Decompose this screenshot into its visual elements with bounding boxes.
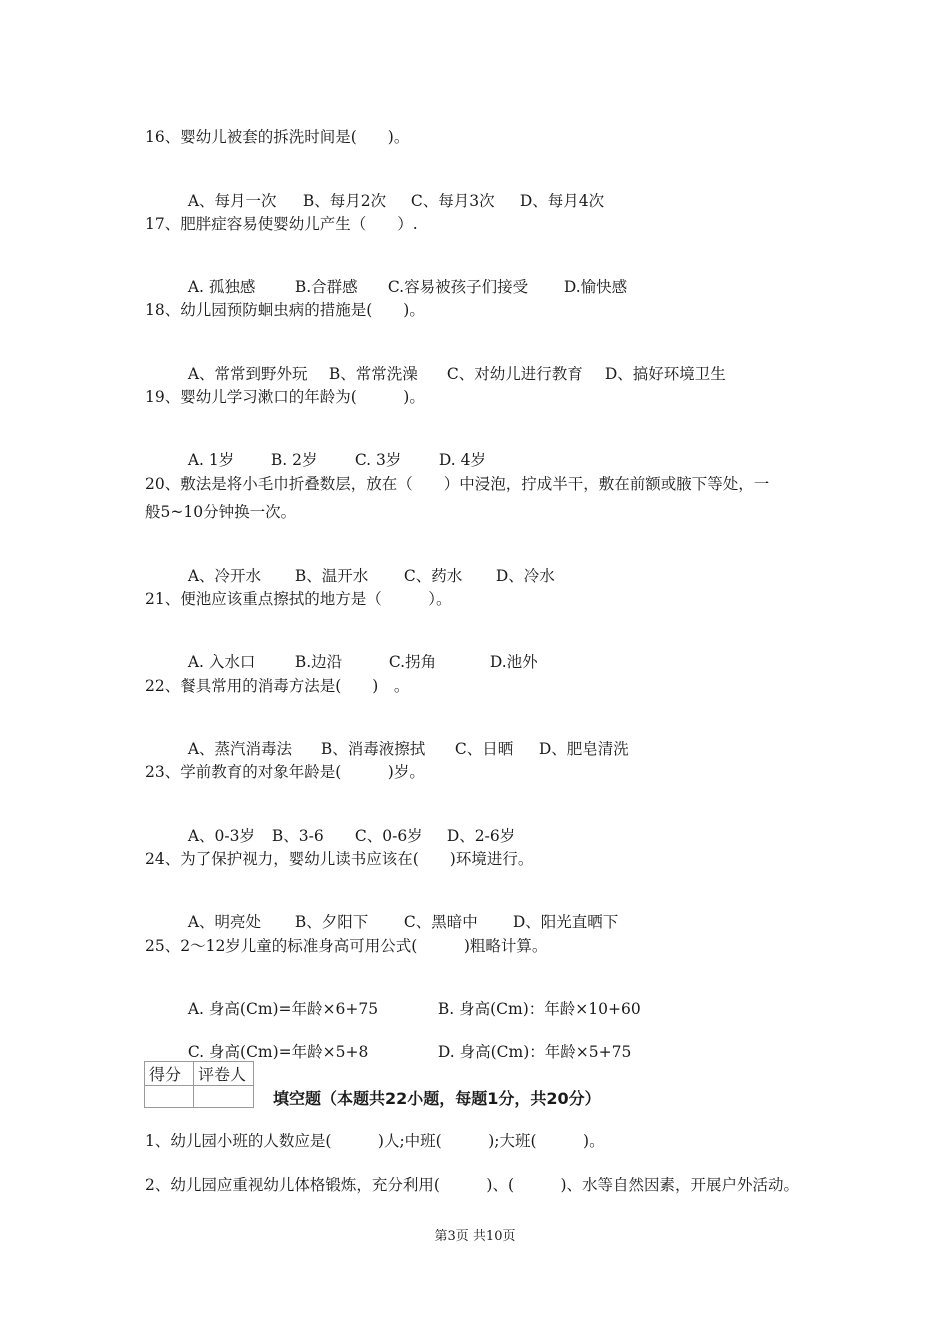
option-d: D、搞好环境卫生 xyxy=(604,365,726,383)
option-a: A. 入水口 xyxy=(187,653,256,671)
option-b: B、常常洗澡 xyxy=(328,365,418,383)
option-b: B、夕阳下 xyxy=(294,913,369,931)
score-cell xyxy=(145,1086,194,1108)
page-footer: 第3页 共10页 xyxy=(434,1229,516,1244)
question-16: 16、婴幼儿被套的拆洗时间是( )。 xyxy=(145,128,410,146)
option-d: D. 身高(Cm)：年龄×5+75 xyxy=(437,1043,632,1061)
option-b: B.边沿 xyxy=(294,653,343,671)
option-b: B、3-6 xyxy=(271,827,324,845)
option-d: D、阳光直晒下 xyxy=(512,913,619,931)
question-25-options-row-2 xyxy=(178,1022,631,1062)
option-c: C、0-6岁 xyxy=(354,827,423,845)
option-c: C、每月3次 xyxy=(410,192,495,210)
option-b: B、每月2次 xyxy=(302,192,387,210)
option-a: A. 身高(Cm)=年龄×6+75 xyxy=(187,1000,379,1018)
question-18: 18、幼儿园预防蛔虫病的措施是( )。 xyxy=(145,301,425,319)
option-c: C、药水 xyxy=(403,567,463,585)
grader-label: 评卷人 xyxy=(194,1062,254,1086)
section-title: 填空题（本题共22小题，每题1分，共20分） xyxy=(273,1089,601,1108)
question-16-options xyxy=(178,171,604,211)
option-b: B、温开水 xyxy=(294,567,369,585)
question-25: 25、2～12岁儿童的标准身高可用公式( )粗略计算。 xyxy=(145,937,548,955)
option-a: A、冷开水 xyxy=(187,567,262,585)
option-d: D.池外 xyxy=(489,653,538,671)
option-a: A、常常到野外玩 xyxy=(187,365,308,383)
question-24-options xyxy=(178,892,618,932)
option-c: C、日晒 xyxy=(454,740,514,758)
option-a: A、明亮处 xyxy=(187,913,262,931)
option-a: A. 1岁 xyxy=(187,451,235,469)
option-d: D、冷水 xyxy=(495,567,555,585)
question-17: 17、肥胖症容易使婴幼儿产生（ ）. xyxy=(145,215,418,233)
question-17-options xyxy=(178,257,627,297)
score-label: 得分 xyxy=(145,1062,194,1086)
option-c: C. 3岁 xyxy=(354,451,402,469)
option-c: C、黑暗中 xyxy=(403,913,478,931)
option-c: C.拐角 xyxy=(388,653,437,671)
question-25-options-row-1 xyxy=(178,979,641,1019)
question-19: 19、婴幼儿学习漱口的年龄为( )。 xyxy=(145,388,425,406)
question-22: 22、餐具常用的消毒方法是( ) 。 xyxy=(145,677,410,695)
option-a: A、0-3岁 xyxy=(187,827,256,845)
grader-cell xyxy=(194,1086,254,1108)
option-d: D、每月4次 xyxy=(519,192,605,210)
option-a: A、每月一次 xyxy=(187,192,277,210)
fill-in-question-2: 2、幼儿园应重视幼儿体格锻炼，充分利用( )、( )、水等自然因素，开展户外活动。 xyxy=(145,1176,800,1194)
question-20-continued: 般5~10分钟换一次。 xyxy=(145,503,297,521)
option-c: C.容易被孩子们接受 xyxy=(387,278,529,296)
option-c: C. 身高(Cm)=年龄×5+8 xyxy=(187,1043,369,1061)
score-table xyxy=(144,1061,254,1108)
question-22-options xyxy=(178,719,629,759)
question-24: 24、为了保护视力，婴幼儿读书应该在( )环境进行。 xyxy=(145,850,534,868)
question-21-options xyxy=(178,632,538,672)
question-20-options xyxy=(178,546,555,586)
option-d: D.愉快感 xyxy=(563,278,628,296)
option-d: D、2-6岁 xyxy=(446,827,516,845)
question-21: 21、便池应该重点擦拭的地方是（ ）。 xyxy=(145,590,452,608)
question-18-options xyxy=(178,344,726,384)
option-b: B、消毒液擦拭 xyxy=(320,740,426,758)
option-d: D、肥皂清洗 xyxy=(538,740,629,758)
question-19-options xyxy=(178,430,486,470)
option-d: D. 4岁 xyxy=(438,451,486,469)
option-a: A、蒸汽消毒法 xyxy=(187,740,293,758)
question-23-options xyxy=(178,806,515,846)
option-c: C、对幼儿进行教育 xyxy=(446,365,583,383)
option-b: B.合群感 xyxy=(294,278,358,296)
option-b: B. 身高(Cm)：年龄×10+60 xyxy=(437,1000,641,1018)
option-b: B. 2岁 xyxy=(270,451,318,469)
option-a: A. 孤独感 xyxy=(187,278,256,296)
fill-in-question-1: 1、幼儿园小班的人数应是( )人;中班( );大班( )。 xyxy=(145,1132,605,1150)
question-20: 20、敷法是将小毛巾折叠数层，放在（ ）中浸泡，拧成半干，敷在前额或腋下等处，一 xyxy=(145,475,770,493)
question-23: 23、学前教育的对象年龄是( )岁。 xyxy=(145,763,425,781)
